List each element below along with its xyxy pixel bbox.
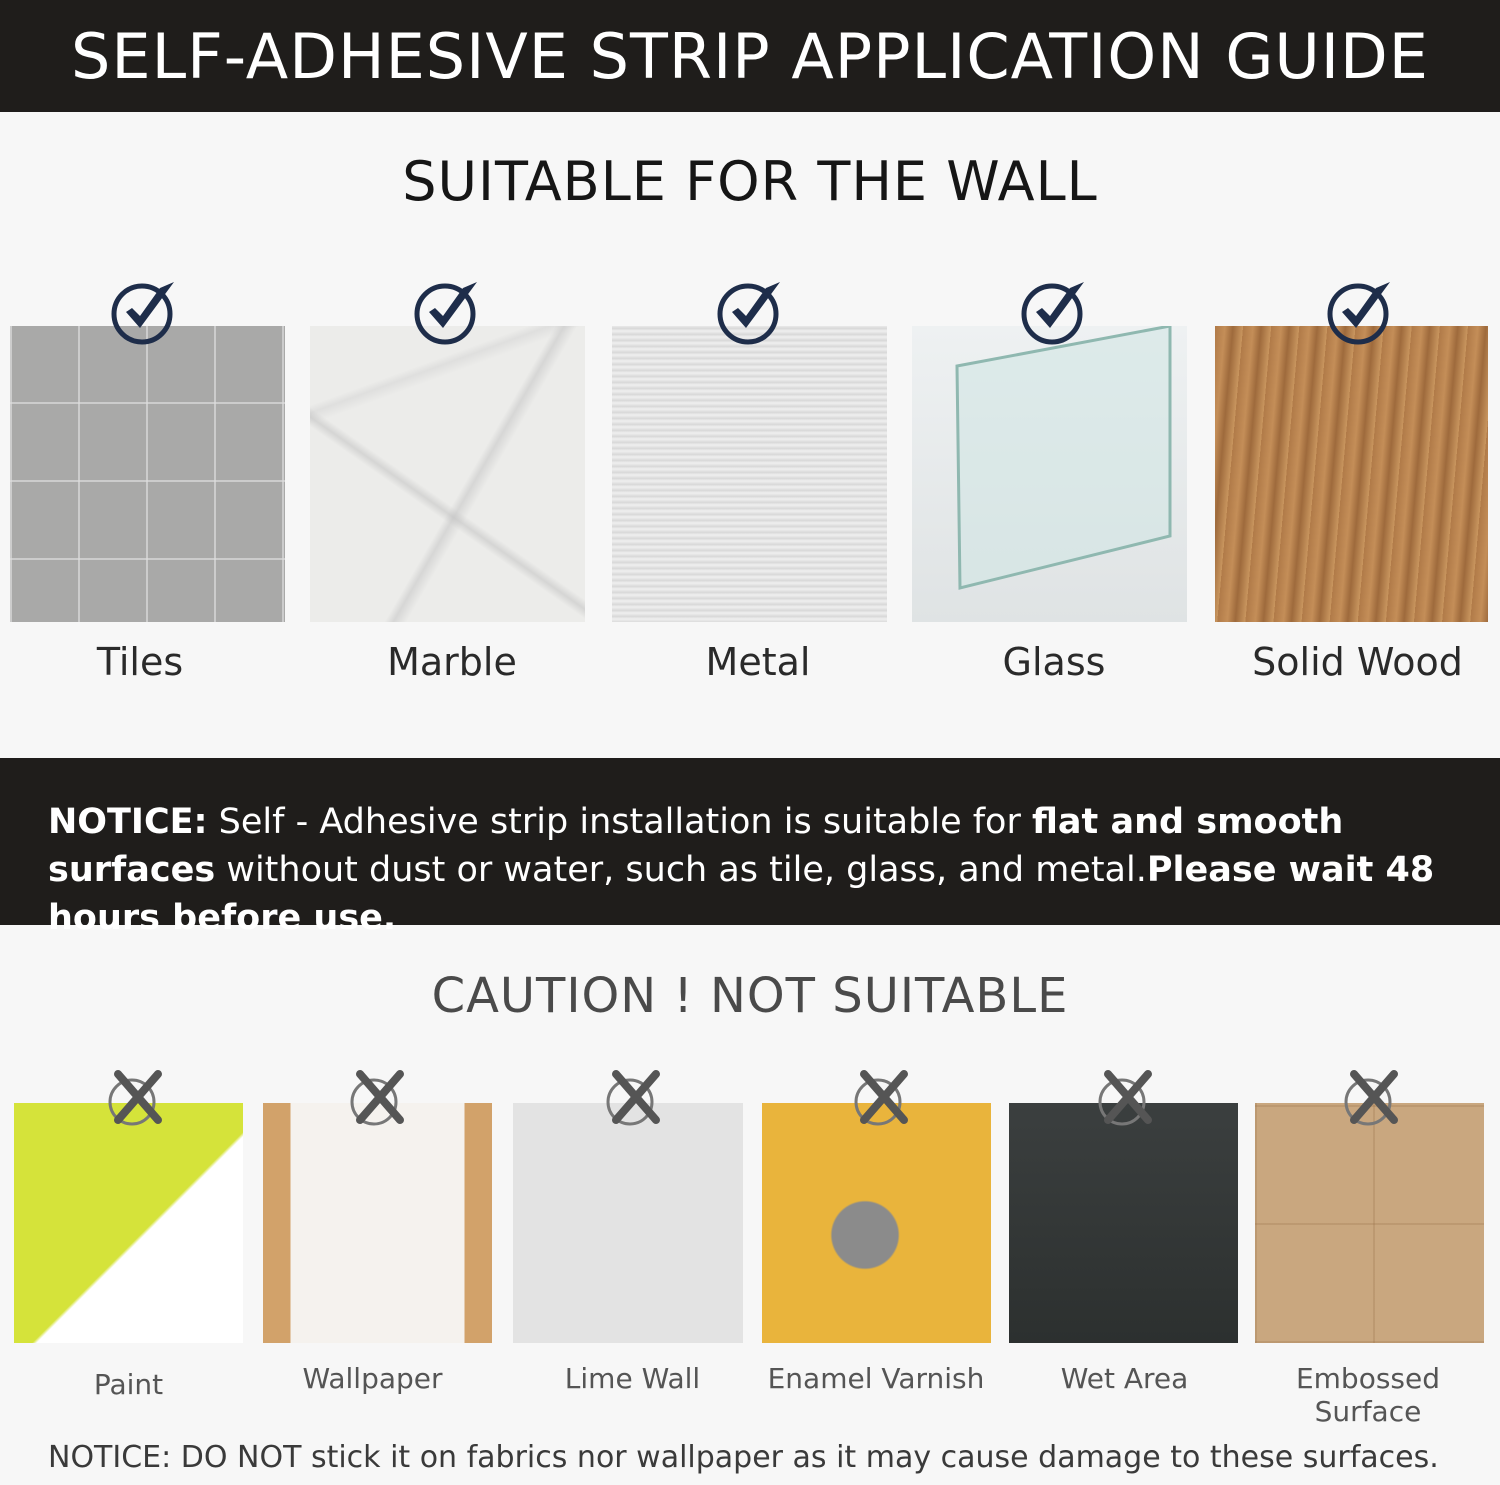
notice-lead: NOTICE: xyxy=(48,802,208,842)
notice-bold-2: Please wait 48 hours before use. xyxy=(48,850,1435,938)
embossed-surface-image xyxy=(1255,1103,1484,1343)
check-icon xyxy=(1324,276,1396,348)
glass-image xyxy=(912,326,1187,622)
label-solid-wood: Solid Wood xyxy=(1252,640,1463,684)
label-tiles: Tiles xyxy=(96,640,184,684)
x-icon xyxy=(1340,1068,1404,1128)
label-enamel-varnish: Enamel Varnish xyxy=(767,1362,985,1395)
notice-text-1: Self - Adhesive strip installation is suitable for xyxy=(207,802,1032,842)
check-icon xyxy=(1018,276,1090,348)
label-wet-area: Wet Area xyxy=(1060,1362,1189,1395)
caution-title: CAUTION ! NOT SUITABLE xyxy=(431,968,1069,1024)
check-icon xyxy=(108,276,180,348)
x-icon xyxy=(104,1068,168,1128)
solid-wood-image xyxy=(1215,326,1488,622)
x-icon xyxy=(1094,1068,1158,1128)
paint-image xyxy=(14,1103,243,1343)
label-glass: Glass xyxy=(1002,640,1106,684)
label-embossed-surface: Embossed Surface xyxy=(1295,1362,1441,1428)
lime-wall-image xyxy=(513,1103,743,1343)
label-paint: Paint xyxy=(93,1368,164,1401)
guide-header xyxy=(0,0,1500,112)
glass-pane-icon xyxy=(912,326,1187,622)
label-wallpaper: Wallpaper xyxy=(302,1362,443,1395)
notice-bold-1: flat and smooth surfaces xyxy=(48,802,1344,890)
check-icon xyxy=(714,276,786,348)
label-marble: Marble xyxy=(387,640,517,684)
guide-title: SELF-ADHESIVE STRIP APPLICATION GUIDE xyxy=(71,19,1429,93)
bottom-notice: NOTICE: DO NOT stick it on fabrics nor wallpaper as it may cause damage to these surfaces. xyxy=(48,1440,1439,1475)
tiles-image xyxy=(10,326,285,622)
x-icon xyxy=(346,1068,410,1128)
check-icon xyxy=(411,276,483,348)
label-lime-wall: Lime Wall xyxy=(564,1362,701,1395)
enamel-varnish-image xyxy=(762,1103,991,1343)
x-icon xyxy=(850,1068,914,1128)
wallpaper-image xyxy=(263,1103,492,1343)
wet-area-image xyxy=(1009,1103,1238,1343)
notice-band xyxy=(0,758,1500,938)
notice-text-2: without dust or water, such as tile, glass, and metal. xyxy=(215,850,1147,890)
x-icon xyxy=(602,1068,666,1128)
metal-image xyxy=(612,326,887,622)
suitable-title: SUITABLE FOR THE WALL xyxy=(402,150,1098,213)
marble-image xyxy=(310,326,585,622)
label-metal: Metal xyxy=(705,640,811,684)
